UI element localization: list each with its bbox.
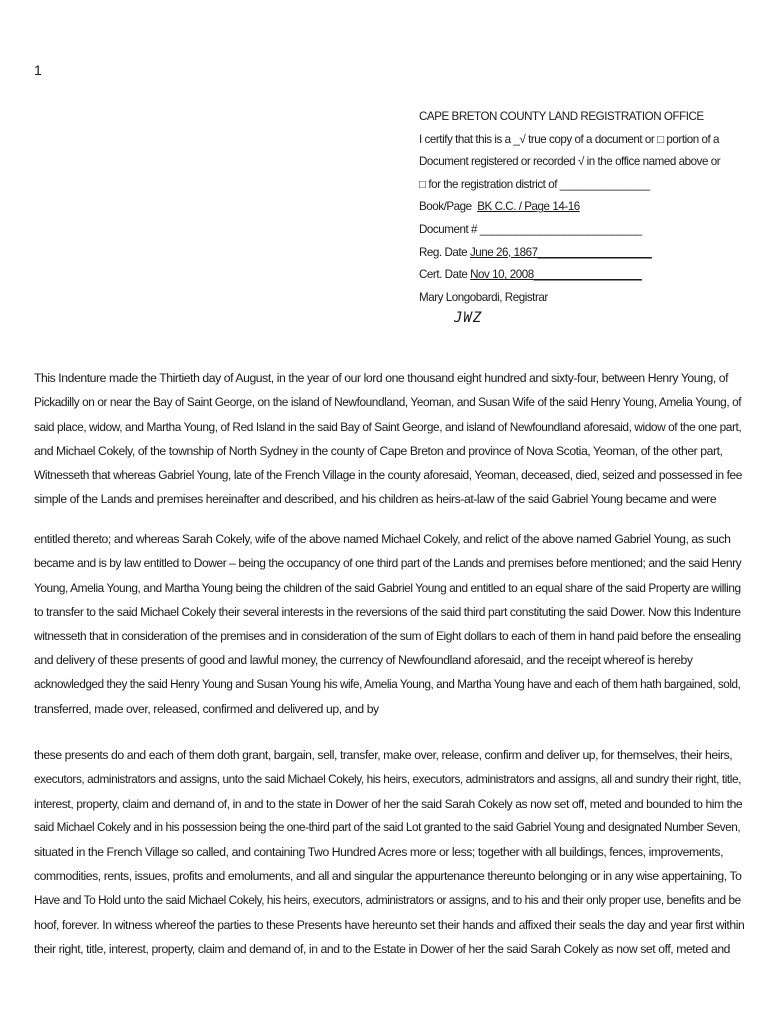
- paragraph-line: their right, title, interest, property, claim and demand of, in and to the Estate in Dower of her the said Sarah Cokely as now set off, meted and: [34, 942, 731, 957]
- paragraph-line: situated in the French Village so called, and containing Two Hundred Acres more or less; together with all buildings, fences, improvements,: [34, 845, 724, 860]
- paragraph-line: and delivery of these presents of good and lawful money, the currency of Newfoundland aforesaid, and the receipt whereof is hereby: [34, 653, 693, 668]
- paragraph-line: Young, Amelia Young, and Martha Young being the children of the said Gabriel Young and entitled to an equal share of the said Property are willing: [34, 580, 741, 595]
- book-page-line: [419, 196, 739, 219]
- book-page-value: BK C.C. / Page 14-16: [477, 200, 580, 214]
- handwritten-initials: JWZ: [454, 310, 483, 326]
- paragraph-line: witnesseth that in consideration of the premises and in consideration of the sum of Eight dollars to each of them in hand paid before the ensealing: [34, 629, 741, 644]
- page-number: 1: [34, 62, 42, 78]
- indenture-paragraph-2: [34, 527, 746, 721]
- certify-line-1: I certify that this is a _√ true copy of a document or □ portion of a: [419, 132, 720, 146]
- paragraph-line: these presents do and each of them doth grant, bargain, sell, transfer, make over, release, confirm and deliver up, for themselves, their heirs,: [34, 748, 733, 762]
- cert-date-line: [419, 264, 739, 287]
- certify-line-2: Document registered or recorded √ in the office named above or: [419, 155, 721, 169]
- registrar-name: Mary Longobardi, Registrar: [419, 290, 548, 304]
- paragraph-line: simple of the Lands and premises hereinafter and described, and his children as heirs-at-law of the said Gabriel Young became and were: [34, 492, 717, 507]
- paragraph-line: executors, administrators and assigns, unto the said Michael Cokely, his heirs, executors, administrators and assigns, all and sundry their right, title,: [34, 772, 741, 787]
- paragraph-line: transferred, made over, released, confirmed and delivered up, and by: [34, 702, 379, 717]
- cert-date-value: Nov 10, 2008__________________: [470, 268, 642, 282]
- paragraph-line: and Michael Cokely, of the township of North Sydney in the county of Cape Breton and province of Nova Scotia, Yeoman, of the other part,: [34, 443, 723, 458]
- paragraph-line: to transfer to the said Michael Cokely their several interests in the reversions of the said third part constituting the said Dower. Now this Indenture: [34, 604, 741, 619]
- paragraph-line: said Michael Cokely and in his possession being the one-third part of the said Lot granted to the said Gabriel Young and designated Number Seven,: [34, 820, 741, 834]
- certification-block: [419, 106, 739, 309]
- paragraph-line: said place, widow, and Martha Young, of Red Island in the said Bay of Saint George, and island of Newfoundland aforesaid, widow of the one part,: [34, 419, 742, 434]
- cert-date-label: Cert. Date: [419, 268, 468, 282]
- reg-date-line: [419, 242, 739, 265]
- indenture-paragraph-1: [34, 366, 746, 512]
- paragraph-line: hoof, forever. In witness whereof the parties to these Presents have hereunto set their hands and affixed their seals the day and year first within: [34, 918, 745, 933]
- paragraph-line: Pickadilly on or near the Bay of Saint George, on the island of Newfoundland, Yeoman, and Susan Wife of the said Henry Young, Amelia Young, of: [34, 395, 742, 410]
- reg-date-value: June 26, 1867___________________: [469, 245, 652, 259]
- registration-office-title: CAPE BRETON COUNTY LAND REGISTRATION OFFICE: [419, 110, 704, 123]
- paragraph-line: Have and To Hold unto the said Michael Cokely, his heirs, executors, administrators or assigns, and to his and their only proper use, benefits and be: [34, 893, 741, 907]
- book-page-label: Book/Page: [419, 200, 472, 214]
- paragraph-line: became and is by law entitled to Dower – being the occupancy of one third part of the Lands and premises before mentioned; and the said Henry: [34, 556, 742, 571]
- paragraph-line: This Indenture made the Thirtieth day of August, in the year of our lord one thousand eight hundred and sixty-four, between Henry Young, of: [34, 371, 729, 385]
- paragraph-line: Witnesseth that whereas Gabriel Young, late of the French Village in the county aforesaid, Yeoman, deceased, died, seized and possessed in fee: [34, 468, 742, 483]
- paragraph-line: commodities, rents, issues, profits and emoluments, and all and singular the appurtenance thereunto belonging or in any wise appertaining, To: [34, 869, 742, 884]
- paragraph-line: interest, property, claim and demand of, in and to the state in Dower of her the said Sarah Cokely as now set off, meted and bounded to him the: [34, 796, 743, 811]
- certify-line-3: □ for the registration district of _______________: [419, 177, 650, 191]
- indenture-paragraph-3: [34, 743, 746, 962]
- paragraph-line: entitled thereto; and whereas Sarah Cokely, wife of the above named Michael Cokely, and relict of the above named Gabriel Young, as such: [34, 532, 731, 546]
- paragraph-line: acknowledged they the said Henry Young and Susan Young his wife, Amelia Young, and Martha Young have and each of them hath bargained, sold,: [34, 677, 741, 691]
- reg-date-label: Reg. Date: [419, 245, 468, 259]
- document-number-line: Document # ___________________________: [419, 222, 642, 236]
